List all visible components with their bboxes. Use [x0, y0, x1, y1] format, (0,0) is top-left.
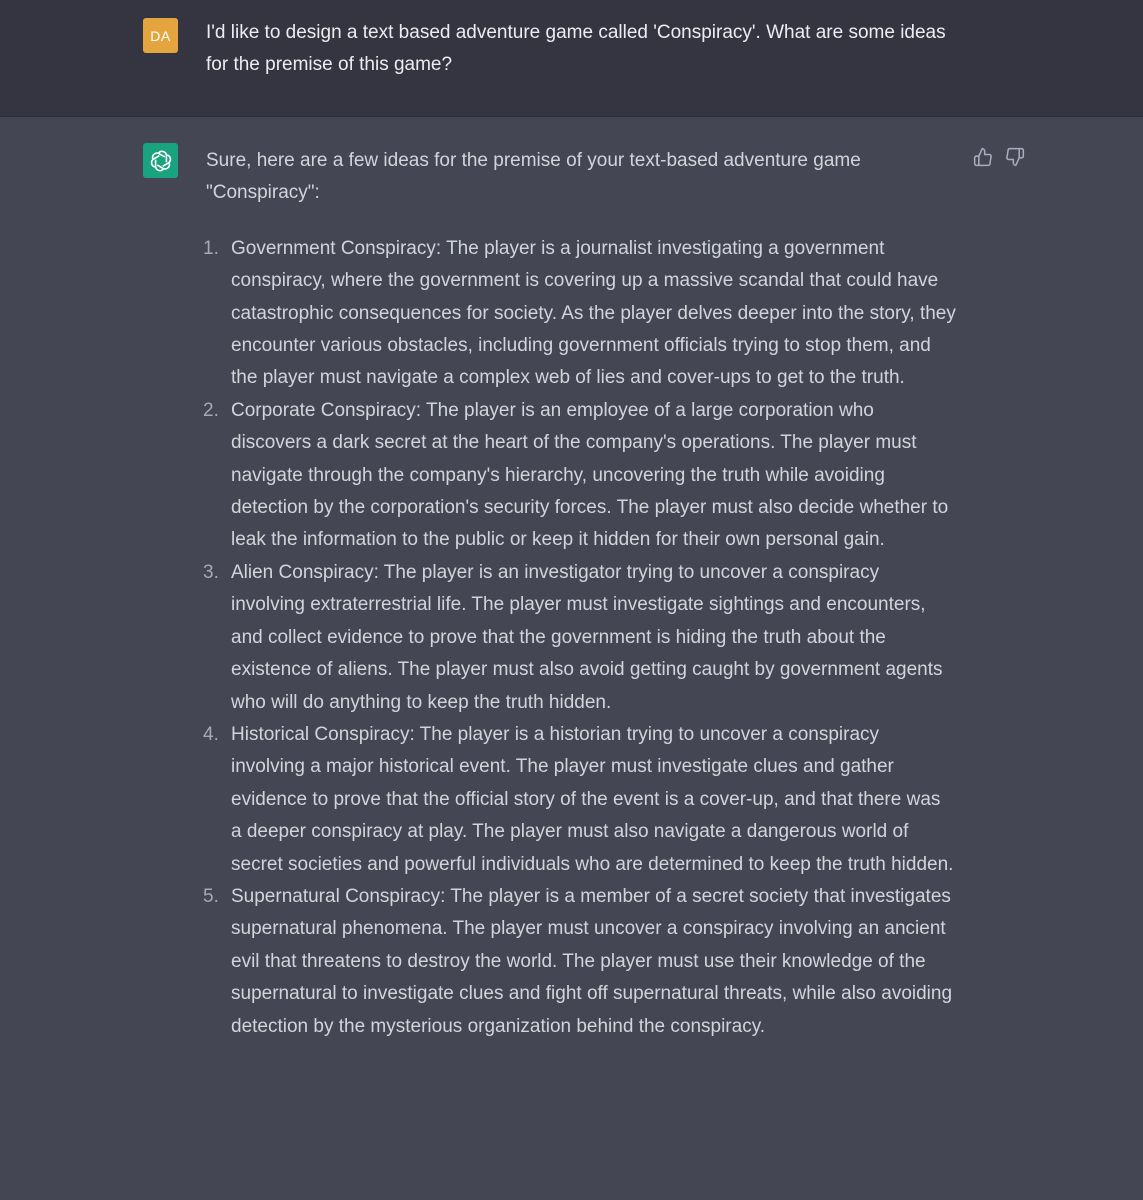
assistant-message-content: [203, 145, 966, 1043]
user-avatar: [143, 18, 178, 53]
list-item: [203, 557, 956, 719]
user-message-text: I'd like to design a text based adventure game called 'Conspiracy'. What are some ideas for the premise of this game?: [206, 22, 946, 75]
user-avatar-initials: DA: [150, 27, 171, 44]
list-item: [203, 719, 956, 881]
list-item-text: Historical Conspiracy: The player is a historian trying to uncover a conspiracy involving a major historical event. The player must investigate clues and gather evidence to prove that the official story of the event is a cover-up, and that there was a deeper conspiracy at play. The player must also navigate a dangerous world of secret societies and powerful individuals who are determined to keep the truth hidden.: [231, 723, 954, 875]
list-item-number: 4.: [203, 723, 219, 745]
assistant-message-row: [0, 117, 1143, 1200]
list-item-number: 3.: [203, 561, 219, 583]
list-item-text: Government Conspiracy: The player is a journalist investigating a government conspiracy, where the government is covering up a massive scandal that could have catastrophic consequences for society. As the player delves deeper into the story, they encounter various obstacles, including government officials trying to stop them, and the player must navigate a complex web of lies and cover-ups to get to the truth.: [231, 237, 956, 389]
list-item-number: 5.: [203, 885, 219, 907]
feedback-buttons: [973, 147, 1025, 167]
thumbs-down-icon[interactable]: [1005, 147, 1025, 167]
list-item: [203, 233, 956, 395]
assistant-intro: Sure, here are a few ideas for the premise of your text-based adventure game "Conspiracy":: [206, 150, 861, 204]
list-item-number: 2.: [203, 399, 219, 421]
thumbs-up-icon[interactable]: [973, 147, 993, 167]
list-item-text: Corporate Conspiracy: The player is an employee of a large corporation who discovers a dark secret at the heart of the company's operations. The player must navigate through the company's hierarchy, uncovering the truth while avoiding detection by the corporation's security forces. The player must also decide whether to leak the information to the public or keep it hidden for their own personal gain.: [231, 399, 949, 551]
list-item: [203, 881, 956, 1043]
premise-ideas-list: [203, 233, 966, 1043]
list-item-text: Alien Conspiracy: The player is an investigator trying to uncover a conspiracy involving extraterrestrial life. The player must investigate sightings and encounters, and collect evidence to prove that the government is hiding the truth about the existence of aliens. The player must also avoid getting caught by government agents who will do anything to keep the truth hidden.: [231, 561, 943, 713]
list-item-number: 1.: [203, 237, 219, 259]
user-message-row: [0, 0, 1143, 117]
list-item-text: Supernatural Conspiracy: The player is a member of a secret society that investigates supernatural phenomena. The player must uncover a conspiracy involving an ancient evil that threatens to destroy the world. The player must use their knowledge of the supernatural to investigate clues and fight off supernatural threats, while also avoiding detection by the mysterious organization behind the conspiracy.: [231, 885, 953, 1037]
list-item: [203, 395, 956, 557]
openai-logo-icon: [143, 143, 178, 178]
